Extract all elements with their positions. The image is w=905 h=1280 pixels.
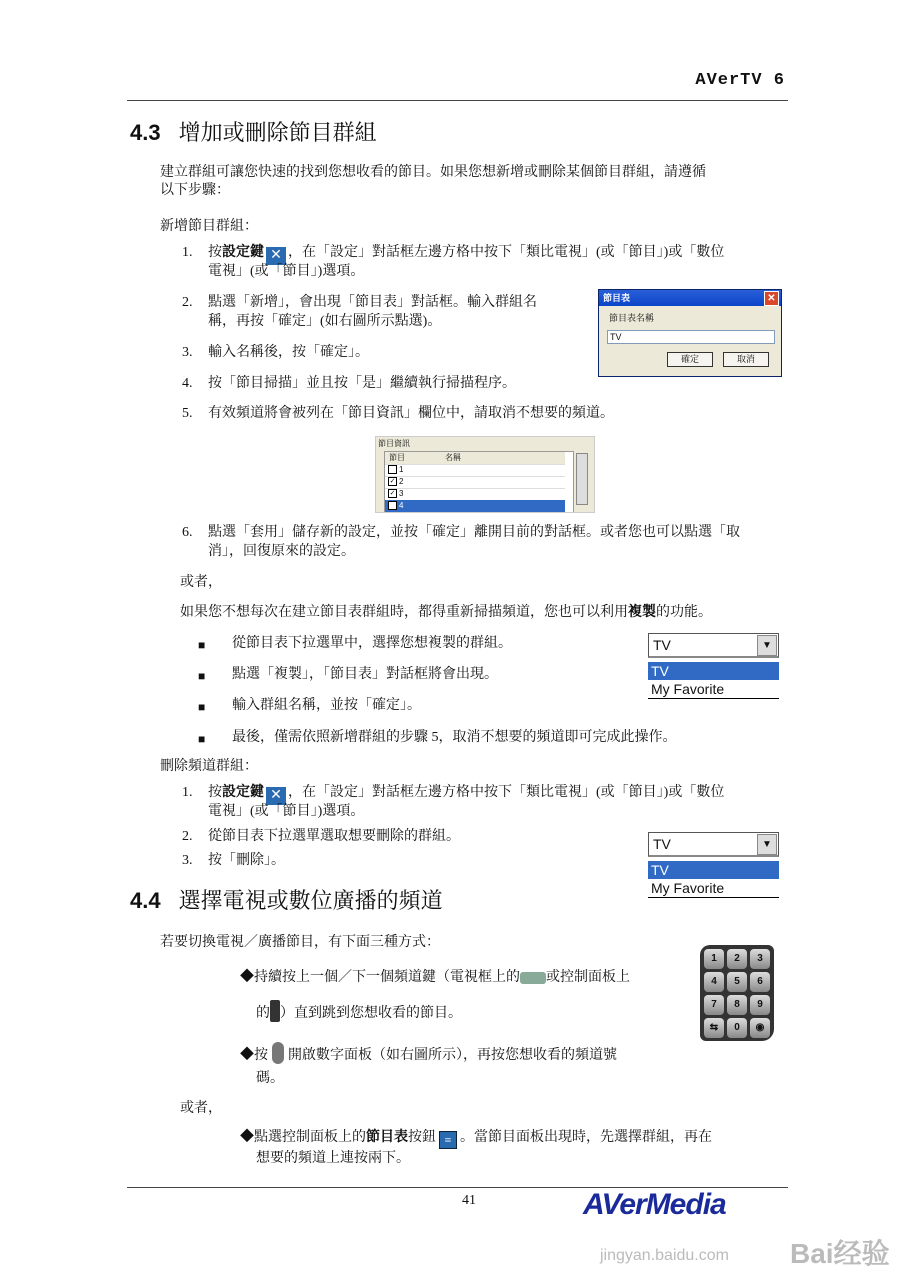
- text: 的: [256, 1006, 270, 1021]
- text: 開啟數字面板（如右圖所示），再按您想收看的頻道號: [288, 1048, 617, 1063]
- text: 。當節目面板出現時，先選擇群組，再在: [460, 1130, 712, 1145]
- method-line: [240, 1042, 617, 1065]
- step-number: 2.: [182, 295, 193, 310]
- text: 按: [208, 245, 222, 260]
- channel-grid: [384, 451, 574, 513]
- watermark: Bai经验: [790, 1238, 890, 1269]
- checkbox-checked[interactable]: ✓: [389, 490, 396, 498]
- channel-row-selected[interactable]: [385, 500, 565, 513]
- section-title: 選擇電視或數位廣播的頻道: [178, 888, 443, 913]
- subheading-add: 新增節目群組：: [160, 219, 258, 234]
- key: 6: [750, 972, 770, 992]
- step-text: 稱，再按「確定」(如右圖所示點選)。: [208, 314, 442, 329]
- dropdown-option[interactable]: TV: [648, 662, 779, 680]
- step-number: 4.: [182, 376, 193, 391]
- bold-text: 設定鍵: [222, 245, 264, 260]
- step-text: [208, 244, 724, 265]
- bullet-text: 最後，僅需依照新增群組的步驟 5，取消不想要的頻道即可完成此操作。: [232, 730, 677, 745]
- key: 3: [750, 949, 770, 969]
- step-number: 1.: [182, 785, 193, 800]
- step-text: 輸入名稱後，按「確定」。: [208, 345, 369, 360]
- section-heading-4-3: [130, 120, 377, 146]
- group-name-input[interactable]: TV: [607, 330, 775, 344]
- selected-value: TV: [653, 637, 671, 653]
- watermark-url: jingyan.baidu.com: [600, 1247, 729, 1264]
- checkbox[interactable]: [388, 501, 397, 510]
- text: ◆持續按上一個／下一個頻道鍵（電視框上的: [240, 970, 520, 985]
- step-text: [208, 784, 724, 805]
- page-number: 41: [462, 1193, 476, 1208]
- channel-info-screenshot: [375, 436, 595, 513]
- header-rule: [127, 100, 788, 101]
- dropdown-option[interactable]: My Favorite: [648, 879, 779, 898]
- step-text: 電視」(或「節目」)選項。: [208, 804, 365, 819]
- text: ◆點選控制面板上的: [240, 1130, 366, 1145]
- step-text: 按「節目掃描」並且按「是」繼續執行掃描程序。: [208, 376, 516, 391]
- bold-text: 複製: [628, 605, 656, 620]
- channel-up-down-icon: [520, 972, 546, 984]
- key: 4: [704, 972, 724, 992]
- text: ◆按: [240, 1048, 268, 1063]
- column-header: 名稱: [445, 453, 461, 462]
- key: 2: [727, 949, 747, 969]
- text: ）直到跳到您想收看的節目。: [280, 1006, 462, 1021]
- step-text: 按「刪除」。: [208, 853, 285, 868]
- key: 7: [704, 995, 724, 1015]
- text: 按鈕: [408, 1130, 436, 1145]
- text: 如果您不想每次在建立節目表群組時，都得重新掃描頻道，您也可以利用: [180, 605, 628, 620]
- key: 5: [727, 972, 747, 992]
- channel-number: 2: [399, 477, 404, 486]
- or-text: 或者，: [180, 575, 222, 590]
- step-text: 消」，回復原來的設定。: [208, 544, 355, 559]
- bullet-text: 點選「複製」，「節目表」對話框將會出現。: [232, 667, 498, 682]
- key: 0: [727, 1018, 747, 1038]
- method-line: [256, 1000, 462, 1023]
- chevron-down-icon[interactable]: ▼: [757, 834, 777, 855]
- settings-tool-icon: ✕: [266, 787, 286, 805]
- step-number: 2.: [182, 829, 193, 844]
- dropdown-select[interactable]: [648, 633, 779, 658]
- text: ，在「設定」對話框左邊方格中按下「類比電視」(或「節目」)或「數位: [288, 785, 725, 800]
- method-line: [240, 1129, 712, 1149]
- bold-text: 節目表: [366, 1130, 408, 1145]
- cancel-button[interactable]: 取消: [723, 352, 769, 367]
- text: 按: [208, 785, 222, 800]
- subheading-delete: 刪除頻道群組：: [160, 759, 258, 774]
- step-text: 點選「套用」儲存新的設定，並按「確定」離開目前的對話框。或者您也可以點選「取: [208, 525, 740, 540]
- step-text: 從節目表下拉選單選取想要刪除的群組。: [208, 829, 460, 844]
- bullet-icon: ■: [198, 638, 206, 652]
- numeric-keypad-image: [700, 945, 774, 1041]
- checkbox[interactable]: [388, 465, 397, 474]
- step-number: 1.: [182, 245, 193, 260]
- step-number: 3.: [182, 345, 193, 360]
- dialog-titlebar: [599, 290, 781, 306]
- selected-value: TV: [653, 836, 671, 852]
- bullet-icon: ■: [198, 732, 206, 746]
- key: ⇆: [704, 1018, 724, 1038]
- channel-control-icon: [270, 1000, 280, 1022]
- step-number: 5.: [182, 406, 193, 421]
- group-dropdown-screenshot: [648, 633, 779, 699]
- dropdown-option[interactable]: TV: [648, 861, 779, 879]
- section-heading-4-4: [130, 888, 443, 914]
- chevron-down-icon[interactable]: ▼: [757, 635, 777, 656]
- bullet-icon: ■: [198, 700, 206, 714]
- settings-tool-icon: ✕: [266, 247, 286, 265]
- avermedia-logo: AVerMedia: [583, 1188, 726, 1221]
- keypad-toggle-icon: [272, 1042, 284, 1064]
- or-text: 或者，: [180, 1101, 222, 1116]
- step-number: 6.: [182, 525, 193, 540]
- name-label: 節目表名稱: [609, 313, 655, 323]
- dropdown-select[interactable]: [648, 832, 779, 857]
- section-number: 4.4: [130, 888, 161, 913]
- running-header: AVerTV 6: [695, 71, 785, 90]
- channel-number: 3: [399, 489, 404, 498]
- key: ◉: [750, 1018, 770, 1038]
- method-line: 碼。: [256, 1071, 284, 1086]
- channel-number: 4: [399, 501, 404, 510]
- dropdown-option[interactable]: My Favorite: [648, 680, 779, 699]
- section-number: 4.3: [130, 120, 161, 145]
- program-list-icon: ≡: [439, 1131, 457, 1149]
- text: 或控制面板上: [546, 970, 630, 985]
- column-header: 節目: [389, 453, 405, 462]
- step-text: 有效頻道將會被列在「節目資訊」欄位中，請取消不想要的頻道。: [208, 406, 614, 421]
- key: 1: [704, 949, 724, 969]
- intro-line: 以下步驟：: [160, 183, 230, 198]
- step-text: 點選「新增」，會出現「節目表」對話框。輸入群組名: [208, 295, 537, 310]
- checkbox-checked[interactable]: ✓: [389, 478, 396, 486]
- dialog-title: 節目表: [603, 293, 631, 303]
- side-button: [576, 453, 588, 505]
- bold-text: 設定鍵: [222, 785, 264, 800]
- close-icon[interactable]: ✕: [764, 291, 779, 306]
- bullet-text: 從節目表下拉選單中，選擇您想複製的群組。: [232, 636, 512, 651]
- text: ，在「設定」對話框左邊方格中按下「類比電視」(或「節目」)或「數位: [288, 245, 725, 260]
- channel-number: 1: [399, 465, 404, 474]
- section-title: 增加或刪除節目群組: [178, 120, 377, 145]
- group-label: 節目資訊: [378, 439, 410, 448]
- step-text: 電視」(或「節目」)選項。: [208, 264, 365, 279]
- text: 的功能。: [656, 605, 712, 620]
- intro-line: 若要切換電視／廣播節目，有下面三種方式：: [160, 935, 440, 950]
- group-dropdown-screenshot: [648, 832, 779, 898]
- key: 9: [750, 995, 770, 1015]
- key: 8: [727, 995, 747, 1015]
- intro-line: 建立群組可讓您快速的找到您想收看的節目。如果您想新增或刪除某個節目群組，請遵循: [160, 165, 706, 180]
- step-number: 3.: [182, 853, 193, 868]
- channel-list-dialog-screenshot: [598, 289, 782, 377]
- method-line: [240, 969, 630, 987]
- ok-button[interactable]: 確定: [667, 352, 713, 367]
- method-line: 想要的頻道上連按兩下。: [256, 1151, 410, 1166]
- bullet-text: 輸入群組名稱，並按「確定」。: [232, 698, 421, 713]
- copy-para: [180, 604, 712, 622]
- bullet-icon: ■: [198, 669, 206, 683]
